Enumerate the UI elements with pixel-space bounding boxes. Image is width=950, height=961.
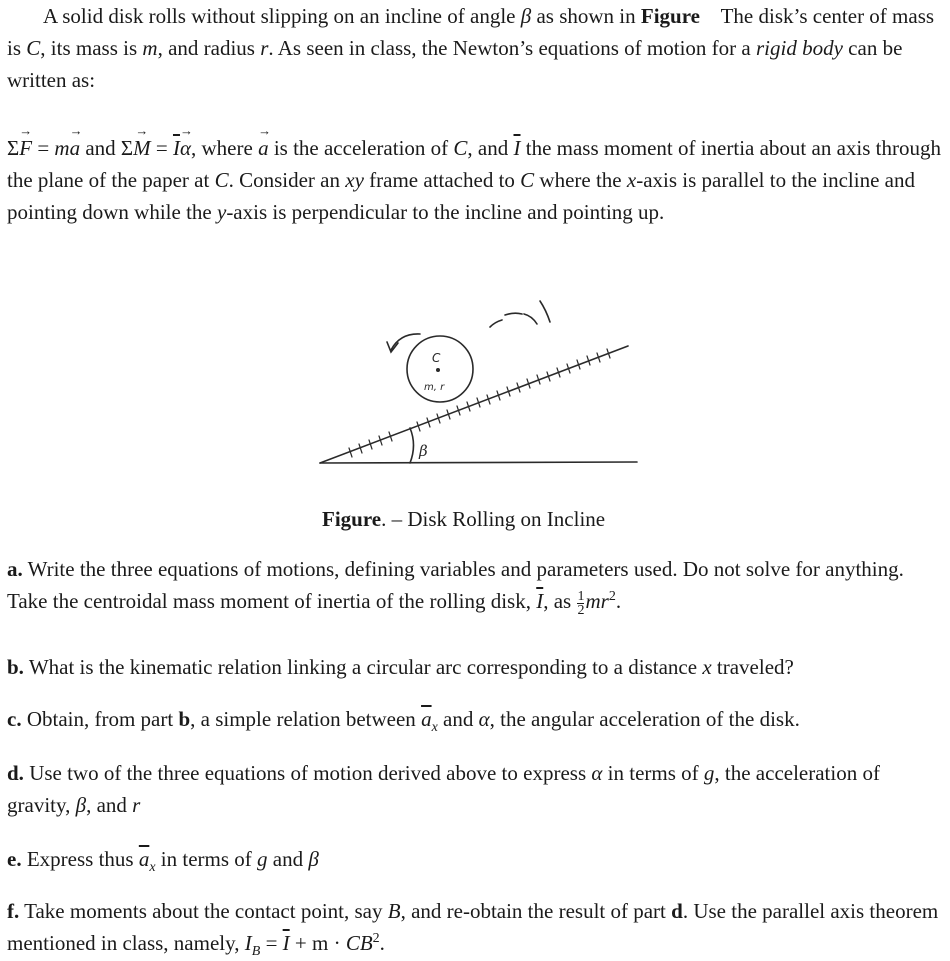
question-text: Take moments about the contact point, say [24,899,383,923]
inertia-symbol: I [244,931,252,955]
alpha-symbol: α [591,761,603,785]
intro-text: . As seen in class, the Newton’s equations of motion for a [268,36,751,60]
eq-text: . Consider an [228,168,340,192]
question-text: Obtain, from part [26,707,174,731]
beta-symbol: β [520,4,532,28]
question-text: Express thus [26,847,134,871]
intro-text: A solid disk rolls without slipping on an incline of angle [43,4,516,28]
figure-reference: Figure [640,4,700,28]
question-b [7,651,943,683]
center-of-mass-dot [436,368,440,372]
question-text: traveled? [716,655,794,679]
r-symbol: r [132,793,141,817]
inertia-symbol: $\overline{I}$ [172,136,180,160]
ground-line [320,462,637,463]
question-text: in terms of [160,847,252,871]
question-a: a. Write the three equations of motions, defining variables and parameters used. Do not solve for anything. Take the centroidal mass moment of inertia of the rolling disk, $\overline{I}$, as $\frac{1}{2}$ $mr^2$. [7,557,904,618]
question-text: Use two of the three equations of motion derived above to express [29,761,587,785]
symbol-c: C [214,168,229,192]
equations-paragraph [7,132,943,228]
question-e: e. Express thus $\overline{a}_x$ in terms of g and β [7,847,319,876]
motion-mark [505,313,522,315]
sigma-symbol: Σ [120,136,134,160]
mass-symbol: m [54,136,70,160]
question-text: in terms of [607,761,699,785]
motion-mark [540,301,550,322]
acceleration-vector: → a [70,132,81,164]
eq-text: where the [539,168,622,192]
eq-text: -axis is perpendicular to the incline and pointing up. [226,200,665,224]
question-label: d. [7,761,24,785]
eq-text: the mass moment of inertia about an axis through the plane of the paper at [7,136,941,192]
intro-text: The disk’s center of mass is [7,4,935,60]
symbol-c: C [520,168,535,192]
x-axis-symbol: x [626,168,637,192]
question-text: and [272,847,304,871]
xy-frame: xy [345,168,364,192]
equals-sign: = [265,931,278,955]
and-word: and [85,136,116,160]
acceleration-symbol: $\overline{a}$ [421,707,432,731]
part-reference: b [178,707,191,731]
eq-text: is the acceleration of [273,136,449,160]
acceleration-vector: → a [258,132,269,164]
symbol-r: r [260,36,269,60]
cb-symbol: CB [345,931,373,955]
question-text: , and re-obtain the result of part [400,899,666,923]
question-text: . Use the parallel axis theorem mentioned in class, namely, [7,899,939,955]
eq-text: , where [191,136,253,160]
question-text: Write the three equations of motions, defining variables and parameters used. Do not solve for anything. Take the centroidal mass moment of inertia of the rolling disk, [7,557,904,613]
question-label: a. [7,557,23,581]
acceleration-symbol: $\overline{a}$ [138,847,150,871]
eq-text: frame attached to [369,168,515,192]
force-vector: → F [19,132,32,164]
intro-paragraph [7,0,943,96]
beta-label: β [419,442,428,460]
intro-text: as shown in [536,4,636,28]
question-text: , the acceleration of gravity, [7,761,880,817]
question-d [7,757,943,821]
c-label: C [432,351,441,365]
question-label: b. [7,655,24,679]
plus-term: + m · [294,931,341,955]
mr-label: m, r [424,382,445,393]
question-text: , a simple relation between [190,707,416,731]
intro-text: , its mass is [40,36,138,60]
incline-line [320,346,628,463]
alpha-symbol: α [478,707,490,731]
intro-text: , and radius [157,36,255,60]
question-text: , the angular acceleration of the disk. [489,707,800,731]
square-exponent: 2 [608,589,616,604]
sigma-symbol: Σ [7,136,20,160]
equals-sign: = [37,136,50,160]
b-symbol: B [387,899,401,923]
motion-mark [490,320,502,327]
figure-caption [322,503,605,535]
rigid-body-term: rigid body [756,36,843,60]
symbol-m: m [142,36,158,60]
g-symbol: g [703,761,715,785]
moment-vector: → M [133,132,151,164]
inertia-symbol: $\overline{I}$ [513,136,521,160]
question-c: c. Obtain, from part b, a simple relation between $\overline{a}_x$ and α, the angular acceleration of the disk. [7,707,800,736]
inertia-bar-symbol: $\overline{I}$ [282,931,290,955]
part-reference: d [671,899,683,923]
one-half-fraction: $\frac{1}{2}$ [577,588,585,618]
question-label: f. [7,899,20,923]
y-axis-symbol: y [216,200,227,224]
intro-text: can be written as: [7,36,903,92]
eq-text: , and [467,136,509,160]
x-symbol: x [702,655,712,679]
inertia-symbol: $\overline{I}$ [536,589,544,613]
caption-figure-word: Figure [322,507,382,531]
symbol-c: C [453,136,468,160]
question-text: and [443,707,474,731]
question-text: , as [543,589,572,613]
question-text: , and [86,793,127,817]
disk-on-incline-figure [300,290,650,480]
caption-dot: . [381,507,387,531]
equals-sign: = [155,136,168,160]
beta-symbol: β [75,793,87,817]
eq-text: -axis is parallel to the incline and pointing down while the [7,168,915,224]
question-label: c. [7,707,22,731]
g-symbol: g [257,847,268,871]
question-text: What is the kinematic relation linking a circular arc corresponding to a distance [28,655,698,679]
angle-arc [410,428,414,463]
caption-text: – Disk Rolling on Incline [391,507,606,531]
question-label: e. [7,847,22,871]
question-f: f. Take moments about the contact point, say B, and re-obtain the result of part d. Use the parallel axis theorem mentioned in class, namely, $I_B = \overline{I} + m \cdot CB^2$. [7,899,939,960]
beta-symbol: β [308,847,319,871]
symbol-c: C [26,36,41,60]
mr-symbol: mr [585,589,609,613]
motion-mark [524,314,537,324]
angular-acceleration-vector: → α [180,132,191,164]
